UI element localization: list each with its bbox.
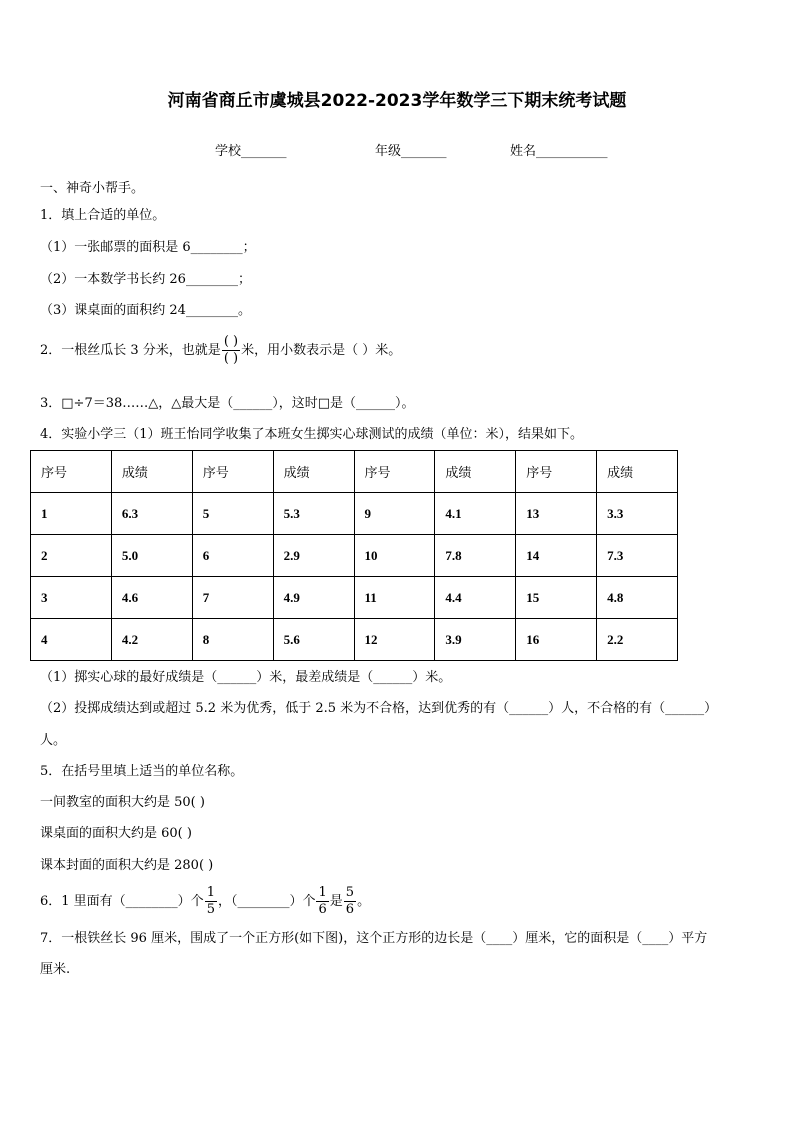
table-cell: 5.3 [273,493,354,535]
table-cell: 2.9 [273,535,354,577]
header-cell: 序号 [516,451,597,493]
q6-part-d: 。 [357,894,371,909]
q6-fraction-3-den: 6 [345,902,355,917]
table-row [31,619,678,661]
table-cell: 6 [192,535,273,577]
q6 [40,885,370,918]
header-cell: 成绩 [435,451,516,493]
q3: 3．□÷7＝38……△，△最大是（______），这时□是（______）。 [40,396,415,411]
table-cell: 1 [31,493,112,535]
table-cell: 4.2 [111,619,192,661]
q5-stem: 5．在括号里填上适当的单位名称。 [40,764,244,779]
table-cell: 11 [354,577,435,619]
q2-post: 米，用小数表示是（ ）米。 [241,343,402,358]
table-cell: 3.9 [435,619,516,661]
table-cell: 4.1 [435,493,516,535]
header-cell: 成绩 [273,451,354,493]
q6-fraction-1-num: 1 [206,885,215,900]
table-cell: 4.6 [111,577,192,619]
table-cell: 4.8 [597,577,678,619]
q4-part2: （2）投掷成绩达到或超过 5.2 米为优秀，低于 2.5 米为不合格，达到优秀的有（______）人，不合格的有（______） [40,701,718,716]
table-cell: 14 [516,535,597,577]
table-header-row [31,451,678,493]
header-cell: 序号 [354,451,435,493]
q6-fraction-2-num: 1 [318,885,327,900]
table-cell: 6.3 [111,493,192,535]
q6-part-c: 是 [329,894,343,909]
q4-part1: （1）掷实心球的最好成绩是（______）米，最差成绩是（______）米。 [40,670,452,685]
q5-line3: 课本封面的面积大约是 280( ) [40,858,214,873]
q4-part2-cont: 人。 [40,733,67,748]
q2-fraction [222,334,240,367]
q6-part-b: ，（________）个 [217,894,316,909]
header-cell: 成绩 [597,451,678,493]
table-cell: 15 [516,577,597,619]
q4-stem: 4．实验小学三（1）班王怡同学收集了本班女生掷实心球测试的成绩（单位：米），结果如下。 [40,427,584,442]
page-title: 河南省商丘市虞城县2022-2023学年数学三下期末统考试题 [167,91,627,111]
q2-fraction-num: ( ) [223,334,239,349]
table-cell: 2.2 [597,619,678,661]
table-cell: 4.9 [273,577,354,619]
grade-field: 年级_______ [375,144,447,159]
section-heading: 一、神奇小帮手。 [40,181,145,196]
table-cell: 9 [354,493,435,535]
table-cell: 3 [31,577,112,619]
q1-stem: 1．填上合适的单位。 [40,208,166,223]
q6-part-a: 6．1 里面有（________）个 [40,894,204,909]
q7-line2: 厘米. [40,962,71,977]
q6-fraction-2-den: 6 [318,902,327,917]
q1-part2: （2）一本数学书长约 26________； [40,272,251,287]
header-cell: 序号 [192,451,273,493]
name-field: 姓名___________ [510,144,608,159]
table-cell: 5.6 [273,619,354,661]
table-row [31,577,678,619]
q6-fraction-1 [205,885,217,918]
table-cell: 12 [354,619,435,661]
q1-part3: （3）课桌面的面积约 24________。 [40,303,251,318]
table-row [31,535,678,577]
q6-fraction-1-den: 5 [206,902,215,917]
table-cell: 5 [192,493,273,535]
scores-table [30,450,678,661]
header-cell: 成绩 [111,451,192,493]
q1-part1: （1）一张邮票的面积是 6________； [40,240,256,255]
table-cell: 3.3 [597,493,678,535]
q6-fraction-3 [344,885,356,918]
table-cell: 5.0 [111,535,192,577]
q2-pre: 2．一根丝瓜长 3 分米，也就是 [40,343,221,358]
table-cell: 2 [31,535,112,577]
q6-fraction-2 [316,885,328,918]
table-cell: 7.8 [435,535,516,577]
q5-line1: 一间教室的面积大约是 50( ) [40,795,205,810]
q2 [40,334,401,367]
q6-fraction-3-num: 5 [345,885,355,900]
q7-line1: 7．一根铁丝长 96 厘米，围成了一个正方形(如下图)，这个正方形的边长是（____）厘米，它的面积是（____）平方 [40,931,708,946]
header-cell: 序号 [31,451,112,493]
q5-line2: 课桌面的面积大约是 60( ) [40,826,192,841]
table-cell: 4 [31,619,112,661]
table-cell: 7 [192,577,273,619]
table-cell: 7.3 [597,535,678,577]
school-field: 学校_______ [215,144,287,159]
table-cell: 10 [354,535,435,577]
table-cell: 16 [516,619,597,661]
table-cell: 13 [516,493,597,535]
table-row [31,493,678,535]
table-cell: 8 [192,619,273,661]
table-cell: 4.4 [435,577,516,619]
q2-fraction-den: ( ) [223,351,239,366]
